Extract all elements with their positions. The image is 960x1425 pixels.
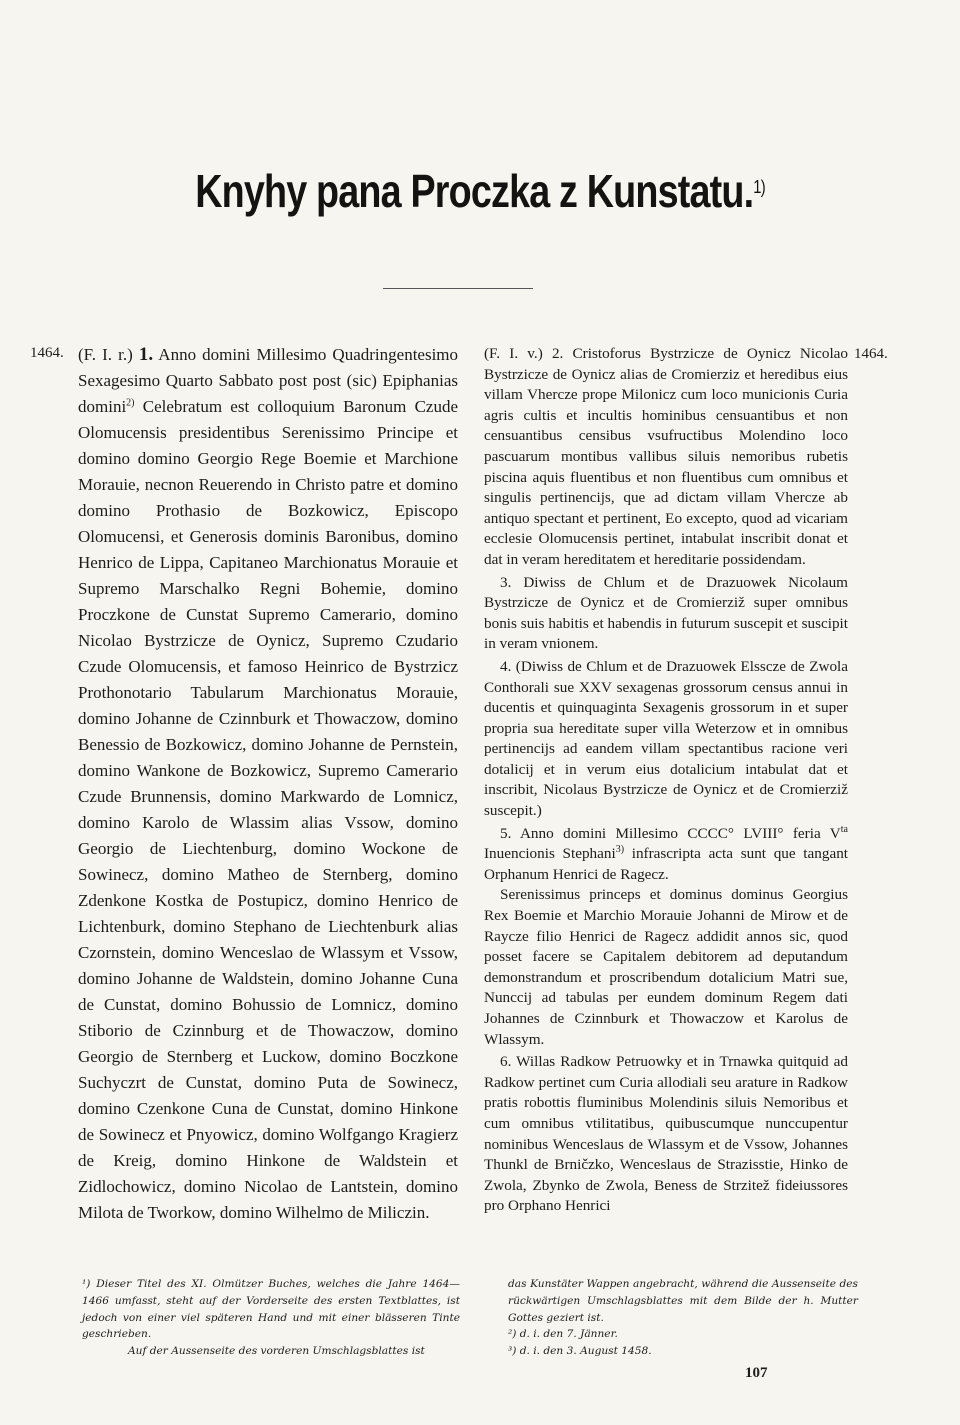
right-column xyxy=(484,344,848,1217)
entry-4 xyxy=(484,657,848,822)
footnote-2: ²) d. i. den 7. Jänner. xyxy=(508,1328,618,1341)
entry-text: Diwiss de Chlum et de Drazuowek Nicolaum Bystrzicze de Oynicz et de Cromierziž super omnibus bonis suis habitis et habendis in futurum suscepit et suscipit in veram vnionem. xyxy=(484,573,848,653)
margin-year-right: 1464. xyxy=(854,346,888,362)
entry-2 xyxy=(484,344,848,571)
page-title xyxy=(86,156,873,226)
entry-lead: 5. xyxy=(500,824,512,842)
margin-year-left: 1464. xyxy=(30,345,64,361)
entry-text: Anno domini Millesimo CCCC° LVIII° feria V xyxy=(511,824,841,842)
entry-5 xyxy=(484,824,848,886)
folio-ref: (F. I. r.) xyxy=(78,345,133,364)
entry-text: Willas Radkow Petruowky et in Trnawka quitquid ad Radkow pertinet cum Curia allodiali seu arature in Radkow pratis robottis fluminibus Molendinis siluis Nemoribus et cum omnibus vtilitatibus, quibuscumque nunccupentur nominibus Wenceslaus de Wlassym et de Vssow, Johannes Thunkl de Brničzko, Wenceslaus de Strazisstie, Hinko de Zwola, Zbynko de Zwola, Beness de Strzitež fideiussores pro Orphano Henrici xyxy=(484,1053,848,1215)
entry-lead: 3. xyxy=(500,573,512,591)
entry-lead: 4. xyxy=(500,657,512,675)
entry-text-continued: Celebratum est colloquium Baronum Czude Olomucensis presidentibus Serenissimo Principe et domino domino Georgio Rege Boemie et Marchione Morauie, necnon Reuerendo in Christo patre et domino domino Prothasio de Bozkowicz, Episcopo Olomucensi, et Generosis dominis Baronibus, domino Henrico de Lippa, Capitaneo Marchionatus Morauie et Supremo Marschalko Regni Bohemie, domino Proczkone de Cunstat Supremo Camerario, domino Nicolao Bystrzicze de Oynicz, Supremo Czudario Czude Olomucensis, et famoso Heinrico de Bystrzicz Prothonotario Tabularum Marchionatus Morauie, domino Johanne de Czinnburk et Thowaczow, domino Benessio de Bozkowicz, domino Johanne de Pernstein, domino Wankone de Bozkowicz, Supremo Camerario Czude Brunnensis, domino Markwardo de Lomnicz, domino Karolo de Wlassim alias Vssow, domino Georgio de Liechtenburg, domino Wockone de Sowinecz, domino Matheo de Sternberg, domino Zdenkone Kostka de Postupicz, domino Henrico de Lichtenburk, domino Stephano de Liechtenburk alias Czornstein, domino Wenceslao de Wlassym et Vssow, domino Johanne de Waldstein, domino Johanne Cuna de Cunstat, domino Bohussio de Lomnicz, domino Stiborio de Czinnburg et de Thowaczow, domino Georgio de Sternberg et Luckow, domino Boczkone Suchyczrt de Cunstat, domino Puta de Sowinecz, domino Czenkone Cuna de Cunstat, domino Hinkone de Sowinecz et Pnyowicz, domino Wolfgango Kragierz de Kreig, domino Hinkone de Waldstein et Zidlochowicz, domino Nicolao de Lantstein, domino Milota de Tworkow, domino Wilhelmo de Miliczin. xyxy=(78,397,458,1222)
footnotes-right xyxy=(508,1276,858,1360)
entry-3 xyxy=(484,573,848,655)
footnote-1-end: das Kunstäter Wappen angebracht, während die Aussenseite des rückwärtigen Umschlagsblattes mit dem Bilde der h. Mutter Gottes geziert ist. xyxy=(508,1278,858,1324)
superscript: ta xyxy=(840,823,848,835)
entry-1 xyxy=(78,342,458,1226)
entry-text-continued: Inuencionis Stephani xyxy=(484,845,616,863)
title-footnote-ref: 1) xyxy=(753,177,765,197)
footnote-3: ³) d. i. den 3. August 1458. xyxy=(508,1345,652,1358)
entry-number: 1. xyxy=(138,344,154,365)
footnote-ref: 3) xyxy=(615,844,625,856)
page-number: 107 xyxy=(745,1365,768,1381)
footnote-1-continued: Auf der Aussenseite des vorderen Umschlagsblattes ist xyxy=(128,1345,425,1358)
footnote-1: ¹) Dieser Titel des XI. Olmützer Buches, welches die Jahre 1464—1466 umfasst, steht auf der Vorderseite des ersten Textblattes, ist jedoch von einer viel späteren Hand und mit einer blässeren Tinte geschrieben. xyxy=(82,1278,460,1341)
left-column xyxy=(78,342,458,1226)
entry-5-continued xyxy=(484,885,848,1050)
entry-text-end: infrascripta acta sunt que tangant Orphanum Henrici de Ragecz. xyxy=(484,845,849,883)
entry-text: Serenissimus princeps et dominus dominus Georgius Rex Boemie et Marchio Morauie Johanni de Mirow et de Raycze filio Henrici de Ragecz addidit annos sic, quod posset facere se Capitalem debitorem ad deputandum demonstrandum et proscribendum dotalicium Matri sue, Nunccij ad tabulas per eundem dominum Regem dati Johannes de Czinnburk et Thowaczow et Karolus de Wlassym. xyxy=(484,886,848,1048)
entry-6 xyxy=(484,1052,848,1217)
title-divider xyxy=(383,288,533,289)
entry-text: (Diwiss de Chlum et de Drazuowek Elsscze de Zwola Conthorali sue XXV sexagenas grossorum census annui in ducentis et quinquaginta Sexagenis grossorum in et super propria sua hereditate super villa Weterzow et in omnibus pertinencijs ad eandem villam spectantibus racione veri dotalicij et in verum eius dotalicium intabulat dat et inscribit, Nicolaus Bystrzicze de Oynicz et de Cromierziž suscepit.) xyxy=(484,657,848,820)
entry-lead: 6. xyxy=(500,1053,512,1071)
entry-text: Anno domini Millesimo Quadringentesimo Sexagesimo Quarto Sabbato post post (sic) Epiphanias domini xyxy=(78,345,459,416)
entry-text: Cristoforus Bystrzicze de Oynicz Nicolao Bystrzicze de Oynicz alias de Cromierziz et heredibus eius villam Vhercze prope Milonicz cum loco municionis Curia agris cultis et incultis hominibus censuantibus et non censuantibus censibus vsufructibus Molendino loco pascuarum montibus vallibus siluis nemoribus rubetis piscina aquis fluentibus et non fluentibus cum omnibus et singulis pertinencijs, que ad dictam villam Vhercze ab antiquo spectant et pertinent, Eo excepto, quod ad vicariam ecclesie Olomucensis pertinet, intabulat inscribit donat et dat in veram hereditatem et hereditarie possidendam. xyxy=(484,345,848,568)
title-text: Knyhy pana Proczka z Kunstatu. xyxy=(195,165,754,217)
footnote-ref: 2) xyxy=(126,397,135,409)
footnotes-left xyxy=(82,1276,460,1360)
entry-lead: (F. I. v.) 2. xyxy=(484,345,564,362)
